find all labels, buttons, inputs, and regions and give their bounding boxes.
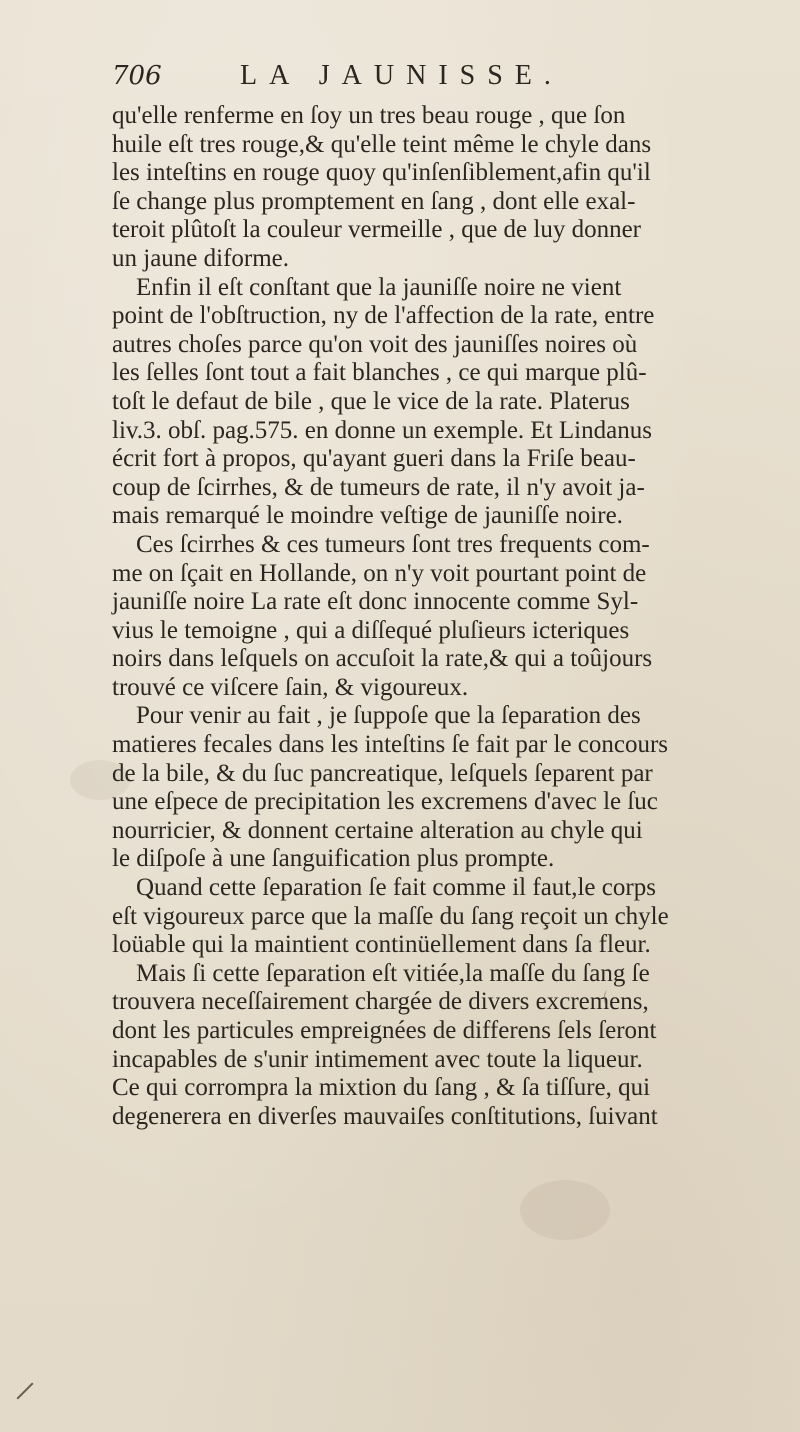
text-line: autres choſes parce qu'on voit des jauniſſes noires où	[112, 330, 638, 358]
text-line: une eſpece de precipitation les excremens d'avec le ſuc	[112, 788, 658, 816]
margin-mark	[17, 1383, 34, 1400]
text-line: un jaune diforme.	[112, 244, 290, 272]
margin-mark	[604, 990, 611, 1006]
text-line: toſt le defaut de bile , que le vice de la rate. Platerus	[112, 387, 630, 415]
text-line: Mais ſi cette ſeparation eſt vitiée,la maſſe du ſang ſe	[136, 959, 650, 987]
text-line: de la bile, & du ſuc pancreatique, leſquels ſeparent par	[112, 759, 653, 787]
text-line: noirs dans leſquels on accuſoit la rate,& qui a toûjours	[112, 645, 653, 673]
text-line: liv.3. obſ. pag.575. en donne un exemple. Et Lindanus	[112, 416, 652, 444]
text-line: Ce qui corrompra la mixtion du ſang , & ſa tiſſure, qui	[112, 1074, 651, 1102]
page-text	[112, 60, 792, 1131]
text-line: Enfin il eſt conſtant que la jauniſſe noire ne vient	[136, 273, 622, 301]
text-line: teroit plûtoſt la couleur vermeille , que de luy donner	[112, 216, 642, 244]
text-line: ſe change plus promptement en ſang , dont elle exal-	[112, 187, 636, 215]
text-line: Ces ſcirrhes & ces tumeurs ſont tres frequents com-	[136, 530, 650, 558]
text-line: trouvé ce viſcere ſain, & vigoureux.	[112, 673, 469, 701]
text-line: trouvera neceſſairement chargée de divers excremens,	[112, 988, 649, 1016]
text-line: écrit fort à propos, qu'ayant gueri dans la Friſe beau-	[112, 445, 636, 473]
page-number: 706	[112, 61, 162, 91]
text-line: degenerera en diverſes mauvaiſes conſtitutions, ſuivant	[112, 1102, 658, 1130]
text-line: eſt vigoureux parce que la maſſe du ſang reçoit un chyle	[112, 902, 669, 930]
text-line: nourricier, & donnent certaine alteration au chyle qui	[112, 816, 643, 844]
text-line: jauniſſe noire La rate eſt donc innocente comme Syl-	[112, 588, 639, 616]
text-line: huile eſt tres rouge,& qu'elle teint même le chyle dans	[112, 130, 652, 158]
text-line: Quand cette ſeparation ſe fait comme il faut,le corps	[136, 874, 656, 902]
text-line: incapables de s'unir intimement avec toute la liqueur.	[112, 1045, 643, 1073]
text-line: les inteſtins en rouge quoy qu'inſenſiblement,afin qu'il	[112, 159, 651, 187]
text-line: point de l'obſtruction, ny de l'affection de la rate, entre	[112, 302, 655, 330]
text-line: mais remarqué le moindre veſtige de jauniſſe noire.	[112, 502, 623, 530]
text-line: vius le temoigne , qui a diſſequé pluſieurs icteriques	[112, 616, 630, 644]
running-title: LA JAUNISSE.	[240, 60, 563, 91]
text-line: le diſpoſe à une ſanguification plus prompte.	[112, 845, 555, 873]
paper-stain	[520, 1180, 610, 1240]
text-line: loüable qui la maintient continüellement dans ſa fleur.	[112, 931, 651, 959]
text-line: matieres fecales dans les inteſtins ſe fait par le concours	[112, 731, 669, 759]
text-line: coup de ſcirrhes, & de tumeurs de rate, il n'y avoit ja-	[112, 473, 645, 501]
text-line: les ſelles ſont tout a fait blanches , ce qui marque plû-	[112, 359, 647, 387]
text-line: dont les particules empreignées de differens ſels ſeront	[112, 1017, 657, 1044]
page-header	[112, 60, 792, 100]
text-line: me on ſçait en Hollande, on n'y voit pourtant point de	[112, 559, 647, 587]
text-line: Pour venir au fait , je ſuppoſe que la ſeparation des	[136, 702, 641, 730]
text-line: qu'elle renferme en ſoy un tres beau rouge , que ſon	[112, 102, 626, 129]
